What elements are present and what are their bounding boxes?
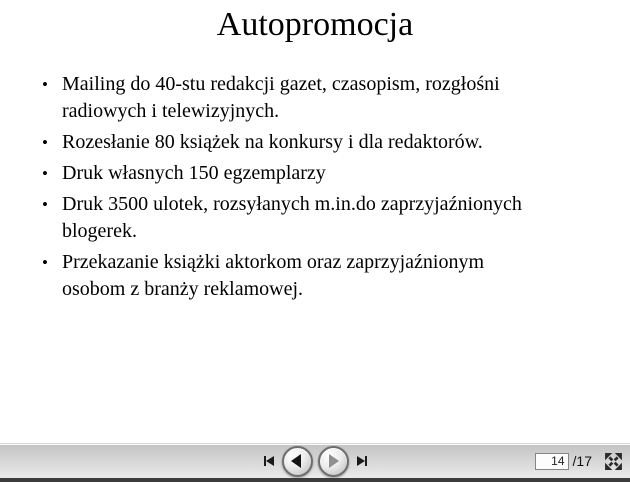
list-item <box>42 249 630 303</box>
bullet-text: Mailing do 40-stu redakcji gazet, czasopism, rozgłośni radiowych i telewizyjnych. <box>62 73 500 122</box>
bullet-icon: • <box>42 195 48 214</box>
last-slide-button[interactable] <box>354 454 370 468</box>
bullet-text: Druk własnych 150 egzemplarzy <box>62 162 326 184</box>
list-item <box>42 71 630 125</box>
list-item <box>42 129 630 156</box>
previous-slide-button[interactable] <box>282 446 313 477</box>
list-item <box>42 191 630 245</box>
page-number-input[interactable] <box>535 453 569 470</box>
fullscreen-button[interactable] <box>604 452 623 471</box>
next-slide-button[interactable] <box>318 446 349 477</box>
page-total-label: /17 <box>572 453 592 469</box>
bullet-text: Przekazanie książki aktorkom oraz zaprzyjaźnionym osobom z branży reklamowej. <box>62 251 485 300</box>
bullet-list <box>42 71 630 303</box>
previous-slide-icon <box>291 454 301 468</box>
first-slide-button[interactable] <box>261 454 277 468</box>
bullet-icon: • <box>42 164 48 183</box>
list-item <box>42 160 630 187</box>
next-slide-icon <box>329 454 339 468</box>
bullet-text: Druk 3500 ulotek, rozsyłanych m.in.do zaprzyjaźnionych blogerek. <box>62 193 522 242</box>
bullet-icon: • <box>42 253 48 272</box>
go-last-icon <box>357 456 365 466</box>
page-indicator <box>535 444 623 478</box>
bullet-text: Rozesłanie 80 książek na konkursy i dla redaktorów. <box>62 131 483 153</box>
bullet-icon: • <box>42 133 48 152</box>
fullscreen-icon <box>604 452 623 471</box>
navigation-toolbar <box>0 443 630 482</box>
window-bottom-edge <box>0 478 630 482</box>
slide-title: Autopromocja <box>216 6 414 43</box>
bullet-icon: • <box>42 75 48 94</box>
